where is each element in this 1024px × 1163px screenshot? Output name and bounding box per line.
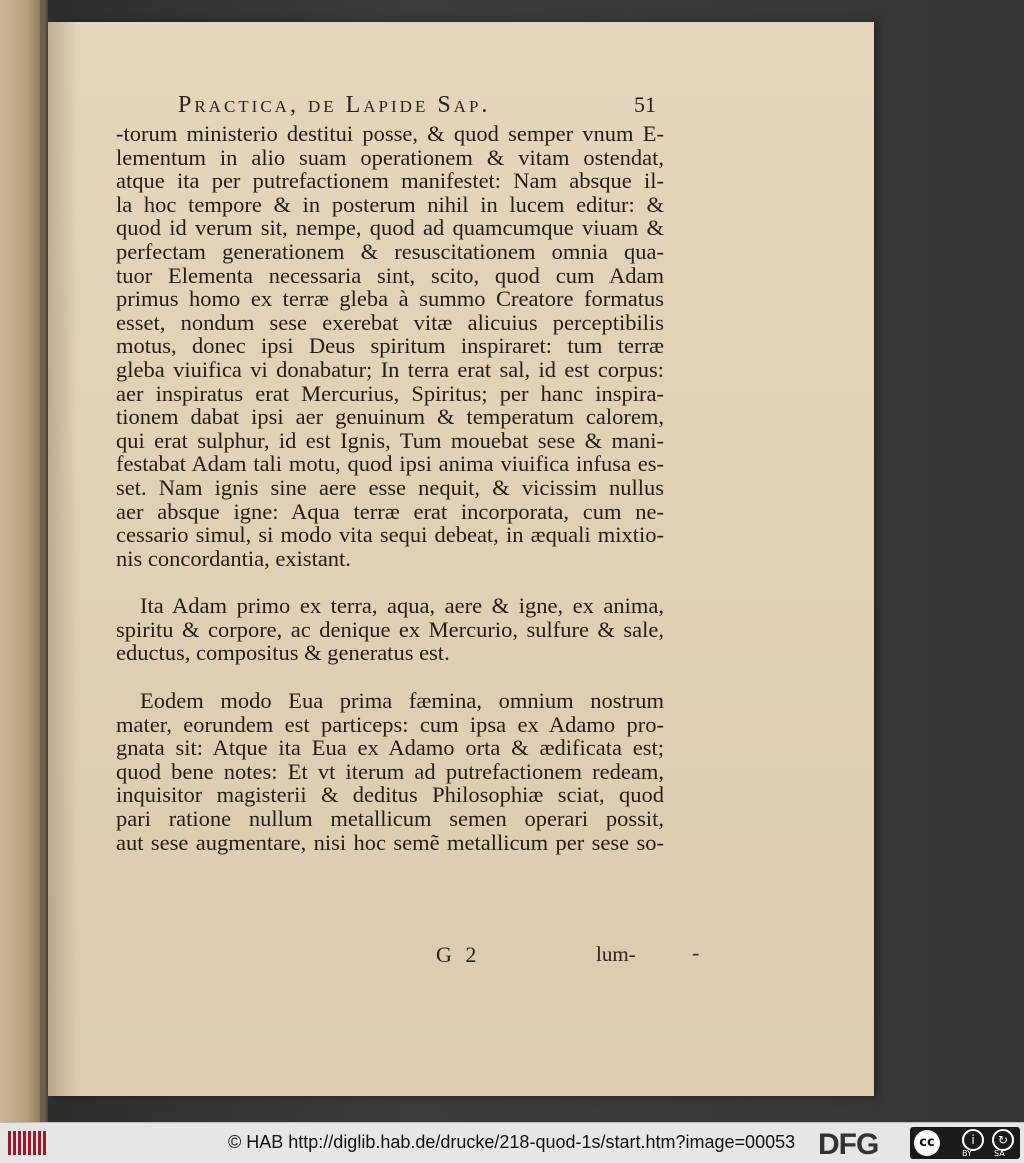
text-line: nis concordantia, existant. [116, 545, 351, 571]
paragraph-gap [116, 570, 664, 594]
attribution-link[interactable]: © HAB http://diglib.hab.de/drucke/218-quod-1s/start.htm?image=00053 [228, 1132, 796, 1152]
text-line: festabat Adam tali motu, quod ipsi anima viuifica infusa es- [116, 451, 664, 477]
page-number: 51 [634, 92, 656, 117]
text-line: aer inspiratus erat Mercurius, Spiritus; per hanc inspira- [116, 380, 664, 406]
text-line: motus, donec ipsi Deus spiritum inspiraret: tum terræ [116, 333, 664, 359]
text-line: la hoc tempore & in posterum nihil in lucem editur: & [116, 191, 664, 217]
body-text [116, 122, 664, 854]
viewer-footer-bar [0, 1122, 1024, 1163]
text-line: primus homo ex terræ gleba à summo Creatore formatus [116, 286, 664, 312]
by-icon: i [962, 1129, 984, 1151]
text-line: gleba viuifica vi donabatur; In terra erat sal, id est corpus: [116, 356, 664, 382]
cc-license-badge[interactable] [910, 1127, 1020, 1159]
by-label: BY [962, 1149, 972, 1158]
text-line: lementum in alio suam operationem & vitam ostendat, [116, 144, 664, 170]
text-line: cessario simul, si modo vita sequi debeat, in æquali mixtio- [116, 522, 664, 548]
text-line: inquisitor magisterii & deditus Philosophiæ sciat, quod [116, 782, 664, 808]
catchword: lum- [596, 942, 636, 966]
sa-label: SA [994, 1149, 1005, 1158]
text-line: tionem dabat ipsi aer genuinum & temperatum calorem, [116, 404, 664, 430]
text-line: eductus, compositus & generatus est. [116, 640, 450, 666]
text-line: quod id verum sit, nempe, quod ad quamcumque viuam & [116, 215, 664, 241]
text-line: pari ratione nullum metallicum semen operari possit, [116, 806, 664, 832]
text-line: Eodem modo Eua prima fæmina, omnium nostrum [140, 688, 664, 714]
hab-logo-icon[interactable] [8, 1131, 48, 1155]
running-title: Practica, de Lapide Sap. [178, 92, 491, 118]
book-page [48, 22, 874, 1096]
signature-mark: G 2 [436, 942, 481, 967]
text-line: perfectam generationem & resuscitationem omnia qua- [116, 238, 664, 264]
text-line: aer absque igne: Aqua terræ erat incorporata, cum ne- [116, 498, 664, 524]
margin-dash: - [692, 940, 700, 965]
text-line: spiritu & corpore, ac denique ex Mercurio, sulfure & sale, [116, 616, 664, 642]
text-line: mater, eorundem est particeps: cum ipsa ex Adamo pro- [116, 711, 664, 737]
text-line: Ita Adam primo ex terra, aqua, aere & igne, ex anima, [140, 593, 664, 619]
previous-page-edge [0, 0, 48, 1122]
text-line: qui erat sulphur, id est Ignis, Tum mouebat sese & mani- [116, 427, 664, 453]
text-line: quod bene notes: Et vt iterum ad putrefactionem redeam, [116, 758, 664, 784]
cc-icon: cc [914, 1130, 940, 1156]
text-line: aut sese augmentare, nisi hoc semẽ metallicum per sese so- [116, 829, 664, 855]
text-line: esset, nondum sese exerebat vitæ alicuius perceptibilis [116, 309, 664, 335]
text-line: atque ita per putrefactionem manifestet: Nam absque il- [116, 168, 664, 194]
paragraph-gap [116, 665, 664, 689]
dfg-logo[interactable]: DFG [818, 1128, 879, 1161]
text-line: set. Nam ignis sine aere esse nequit, & vicissim nullus [116, 474, 664, 500]
text-line: gnata sit: Atque ita Eua ex Adamo orta & ædificata est; [116, 735, 664, 761]
text-line: tuor Elementa necessaria sint, scito, quod cum Adam [116, 262, 664, 288]
text-line: -torum ministerio destitui posse, & quod semper vnum E- [116, 121, 664, 146]
sa-icon: ↻ [992, 1129, 1014, 1151]
